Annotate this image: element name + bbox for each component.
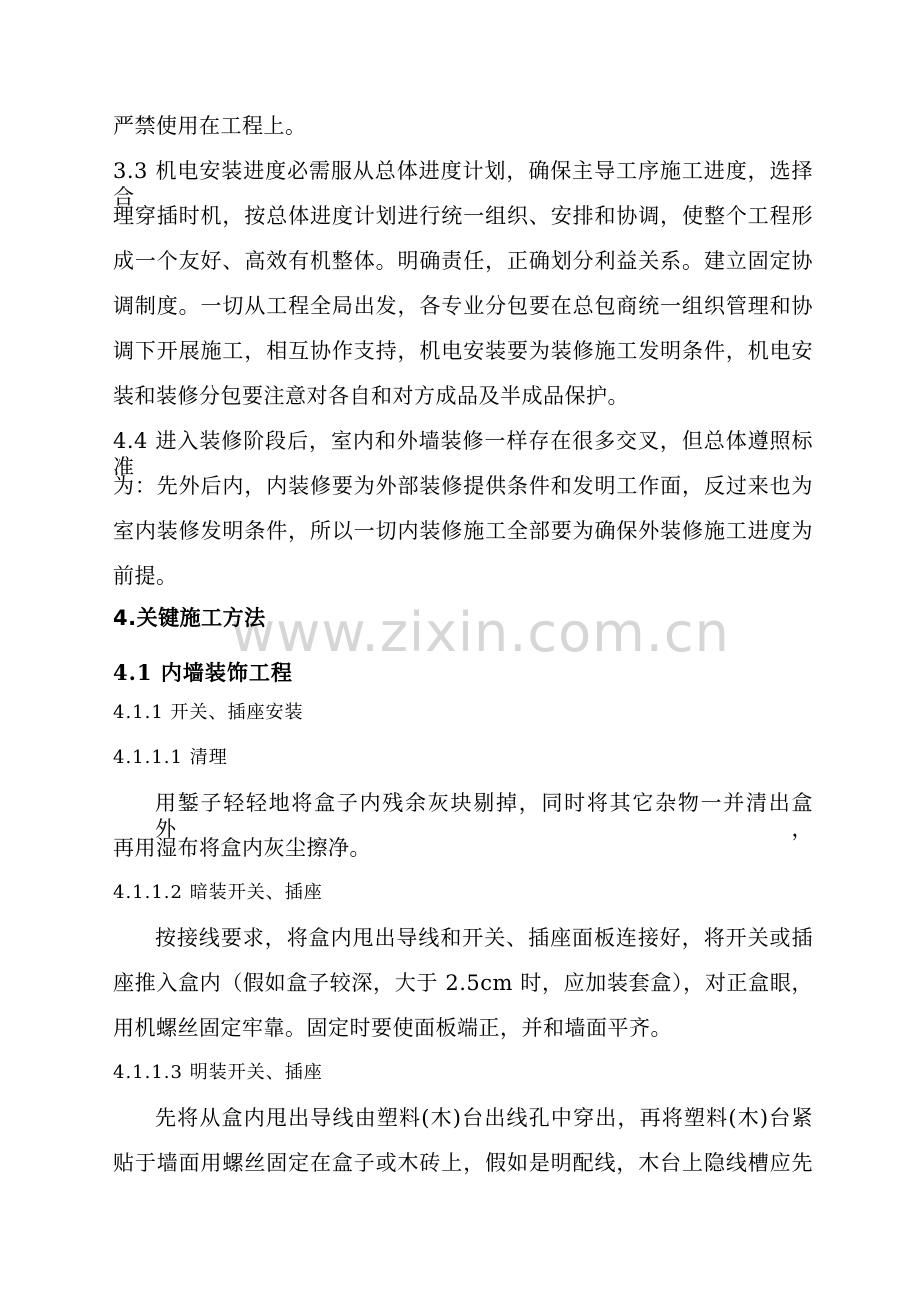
paragraph-line: 理穿插时机，按总体进度计划进行统一组织、安排和协调，使整个工程形 (113, 204, 813, 228)
paragraph-line: 室内装修发明条件，所以一切内装修施工全部要为确保外装修施工进度为 (113, 519, 813, 543)
paragraph-line: 调下开展施工，相互协作支持，机电安装要为装修施工发明条件，机电安 (113, 339, 813, 363)
paragraph-line: 前提。 (113, 564, 178, 588)
item-heading: 4.1.1.2 暗装开关、插座 (113, 882, 323, 903)
paragraph-line: 调制度。一切从工程全局出发，各专业分包要在总包商统一组织管理和协 (113, 294, 813, 318)
paragraph-line: 为：先外后内，内装修要为外部装修提供条件和发明工作面，反过来也为 (113, 474, 813, 498)
paragraph-line: 用机螺丝固定牢靠。固定时要使面板端正，并和墙面平齐。 (113, 1016, 672, 1040)
section-heading: 4.关键施工方法 (113, 606, 266, 630)
item-heading: 4.1.1.1 清理 (113, 747, 228, 768)
watermark: www.zixin.com.cn (231, 601, 730, 664)
paragraph-line: 再用湿布将盒内灰尘擦净。 (113, 836, 371, 860)
item-heading: 4.1.1.3 明装开关、插座 (113, 1062, 323, 1083)
paragraph-line: 先将从盒内甩出导线由塑料(木)台出线孔中穿出，再将塑料(木)台紧 (155, 1106, 813, 1130)
paragraph-line: 装和装修分包要注意对各自和对方成品及半成品保护。 (113, 384, 629, 408)
paragraph-line: 3.3 机电安装进度必需服从总体进度计划，确保主导工序施工进度，选择合 (113, 159, 813, 209)
subsection-heading: 4.1 内墙装饰工程 (113, 660, 293, 685)
paragraph-line: 4.4 进入装修阶段后，室内和外墙装修一样存在很多交叉，但总体遵照标准 (113, 429, 813, 479)
paragraph-line: 座推入盒内（假如盒子较深，大于 2.5cm 时，应加装套盒），对正盒眼， (113, 971, 813, 995)
paragraph-line: 贴于墙面用螺丝固定在盒子或木砖上，假如是明配线，木台上隐线槽应先 (113, 1151, 813, 1175)
paragraph-line: 按接线要求，将盒内甩出导线和开关、插座面板连接好，将开关或插 (155, 926, 813, 950)
paragraph-line: 用錾子轻轻地将盒子内残余灰块剔掉，同时将其它杂物一并清出盒外， (155, 791, 813, 841)
paragraph-line: 成一个友好、高效有机整体。明确责任，正确划分利益关系。建立固定协 (113, 249, 813, 273)
paragraph-line: 严禁使用在工程上。 (113, 114, 307, 138)
item-heading: 4.1.1 开关、插座安装 (113, 702, 304, 723)
